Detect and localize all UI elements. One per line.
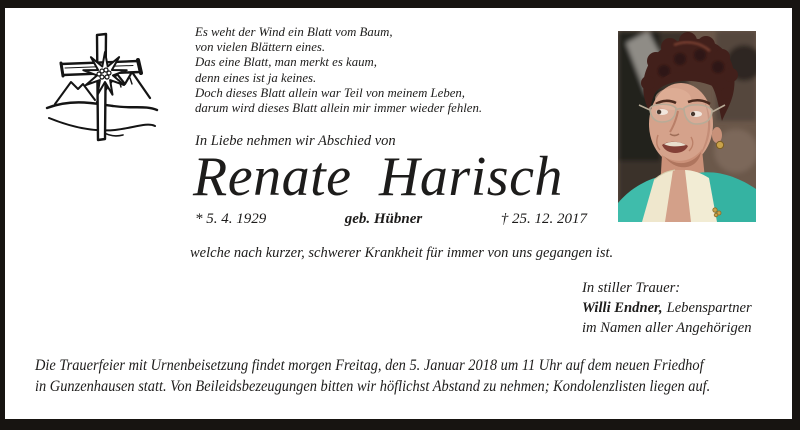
maiden-name: geb. Hübner (344, 211, 423, 227)
poem-line: denn eines ist ja keines. (195, 70, 317, 85)
deceased-name: Renate Harisch (193, 146, 563, 208)
deceased-portrait-image (618, 31, 756, 222)
partner-line (582, 298, 752, 318)
poem-line: Es weht der Wind ein Blatt vom Baum, (195, 25, 393, 39)
family-note: im Namen aller Angehörigen (582, 320, 752, 336)
mourners-block (582, 278, 752, 338)
death-note: welche nach kurzer, schwerer Krankheit für immer von uns gegangen ist. (190, 245, 614, 261)
poem-line: Doch dieses Blatt allein war Teil von meinem Leben, (195, 85, 466, 100)
poem-line: von vielen Blättern eines. (195, 40, 326, 55)
farewell-intro: In Liebe nehmen wir Abschied von (195, 133, 396, 149)
funeral-notice-line-1: Die Trauerfeier mit Urnenbeisetzung findet morgen Freitag, den 5. Januar 2018 um 11 Uhr auf dem neuen Friedhof (35, 357, 704, 374)
funeral-notice (35, 355, 785, 397)
death-date: † 25. 12. 2017 (500, 211, 587, 227)
birth-date: * 5. 4. 1929 (195, 211, 267, 227)
portrait-photo (618, 31, 756, 222)
poem-line: Das eine Blatt, man merkt es kaum, (195, 55, 377, 70)
funeral-notice-line-2: in Gunzenhausen statt. Von Beileidsbezeugungen bitten wir höflichst Abstand zu nehmen; Kondolenzlisten liegen auf. (35, 378, 711, 395)
memorial-cross-illustration (45, 32, 160, 143)
mourning-heading: In stiller Trauer: (582, 280, 681, 296)
poem-line: darum wird dieses Blatt allein mir immer wieder fehlen. (195, 101, 483, 116)
partner-role: Lebenspartner (666, 300, 752, 316)
obituary-card (5, 8, 792, 419)
partner-name: Willi Endner, (582, 300, 663, 316)
cross-edelweiss-mountains-icon (45, 32, 160, 143)
life-dates-row (195, 211, 587, 228)
memorial-poem (195, 25, 482, 116)
